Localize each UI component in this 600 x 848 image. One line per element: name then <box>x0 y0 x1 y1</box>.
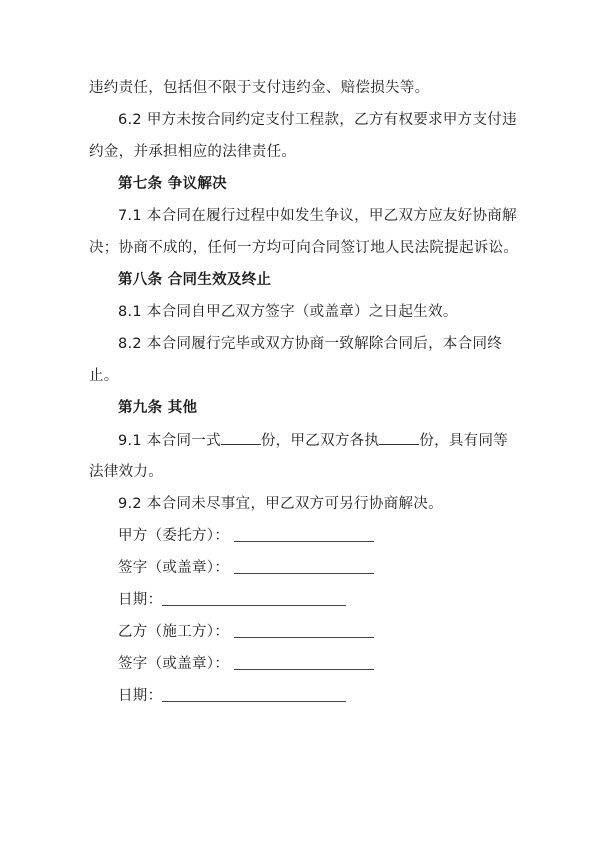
copies-each-blank <box>379 430 419 445</box>
party-a-label: 甲方（委托方）： <box>118 528 230 544</box>
clause-9-1-part-a: 9.1 本合同一式 <box>118 433 221 449</box>
paragraph-line: 止。 <box>89 368 119 384</box>
article-8-heading: 第八条 合同生效及终止 <box>118 272 272 288</box>
date-a-label: 日期： <box>118 592 163 608</box>
clause-9-1-part-b: 份，甲乙双方各执 <box>260 433 380 449</box>
party-b-label: 乙方（施工方）： <box>118 624 230 640</box>
clause-6-2: 6.2 甲方未按合同约定支付工程款，乙方有权要求甲方支付违 <box>118 112 517 128</box>
paragraph-line: 决；协商不成的，任何一方均可向合同签订地人民法院提起诉讼。 <box>89 240 519 256</box>
signature-b-label: 签字（或盖章）： <box>118 656 230 672</box>
signature-a-field[interactable] <box>234 573 374 574</box>
paragraph-line: 法律效力。 <box>89 464 163 480</box>
article-9-heading: 第九条 其他 <box>118 400 198 416</box>
party-b-field[interactable] <box>234 637 374 638</box>
clause-9-1 <box>118 430 508 451</box>
paragraph-line: 违约责任，包括但不限于支付违约金、赔偿损失等。 <box>89 80 430 96</box>
copies-total-blank <box>221 430 261 445</box>
signature-b-field[interactable] <box>234 669 374 670</box>
date-a-field[interactable] <box>162 605 346 606</box>
party-a-field[interactable] <box>234 541 374 542</box>
clause-8-1: 8.1 本合同自甲乙双方签字（或盖章）之日起生效。 <box>118 304 458 320</box>
paragraph-line: 约金，并承担相应的法律责任。 <box>89 144 297 160</box>
clause-8-2: 8.2 本合同履行完毕或双方协商一致解除合同后，本合同终 <box>118 336 503 352</box>
clause-9-2: 9.2 本合同未尽事宜，甲乙双方可另行协商解决。 <box>118 496 443 512</box>
article-7-heading: 第七条 争议解决 <box>118 176 227 192</box>
clause-7-1: 7.1 本合同在履行过程中如发生争议，甲乙双方应友好协商解 <box>118 208 517 224</box>
date-b-field[interactable] <box>162 701 346 702</box>
date-b-label: 日期： <box>118 688 163 704</box>
signature-a-label: 签字（或盖章）： <box>118 560 230 576</box>
clause-9-1-part-c: 份，具有同等 <box>419 433 509 449</box>
